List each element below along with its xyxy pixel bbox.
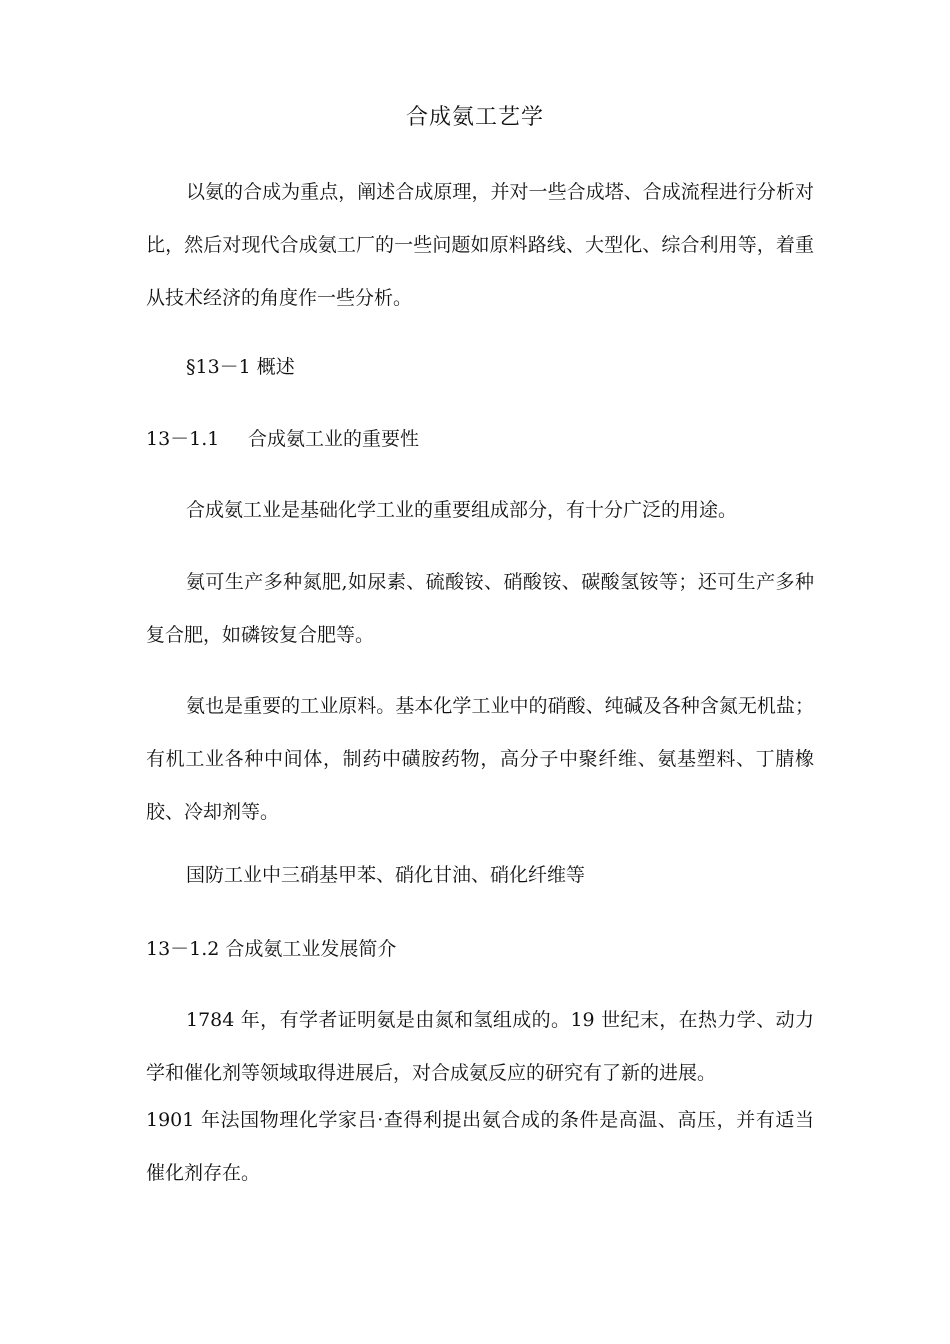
paragraph-history: 1784 年，有学者证明氨是由氮和氢组成的。19 世纪末，在热力学、动力学和催化剂等领域取得进展后，对合成氨反应的研究有了新的进展。	[146, 1009, 814, 1084]
paragraph-history-continued: 1901 年法国物理化学家吕·查得利提出氨合成的条件是高温、高压，并有适当催化剂存在。	[146, 1109, 814, 1184]
document-title: 合成氨工艺学	[405, 105, 544, 130]
intro-paragraph: 以氨的合成为重点，阐述合成原理，并对一些合成塔、合成流程进行分析对比，然后对现代合成氨工厂的一些问题如原料路线、大型化、综合利用等，着重从技术经济的角度作一些分析。	[146, 181, 814, 309]
paragraph-industrial-materials: 氨也是重要的工业原料。基本化学工业中的硝酸、纯碱及各种含氮无机盐；有机工业各种中间体，制药中磺胺药物，高分子中聚纤维、氨基塑料、丁腈橡胶、冷却剂等。	[146, 695, 814, 823]
paragraph-defense: 国防工业中三硝基甲苯、硝化甘油、硝化纤维等	[186, 864, 586, 886]
paragraph-importance: 合成氨工业是基础化学工业的重要组成部分，有十分广泛的用途。	[186, 499, 738, 521]
subsection-number: 13－1.1	[146, 428, 220, 450]
subsection-history-heading: 13－1.2 合成氨工业发展简介	[146, 938, 397, 960]
paragraph-fertilizers: 氨可生产多种氮肥,如尿素、硫酸铵、硝酸铵、碳酸氢铵等；还可生产多种复合肥，如磷铵复合肥等。	[146, 571, 814, 646]
subsection-title: 合成氨工业的重要性	[248, 428, 420, 450]
section-heading: §13－1 概述	[186, 356, 295, 378]
